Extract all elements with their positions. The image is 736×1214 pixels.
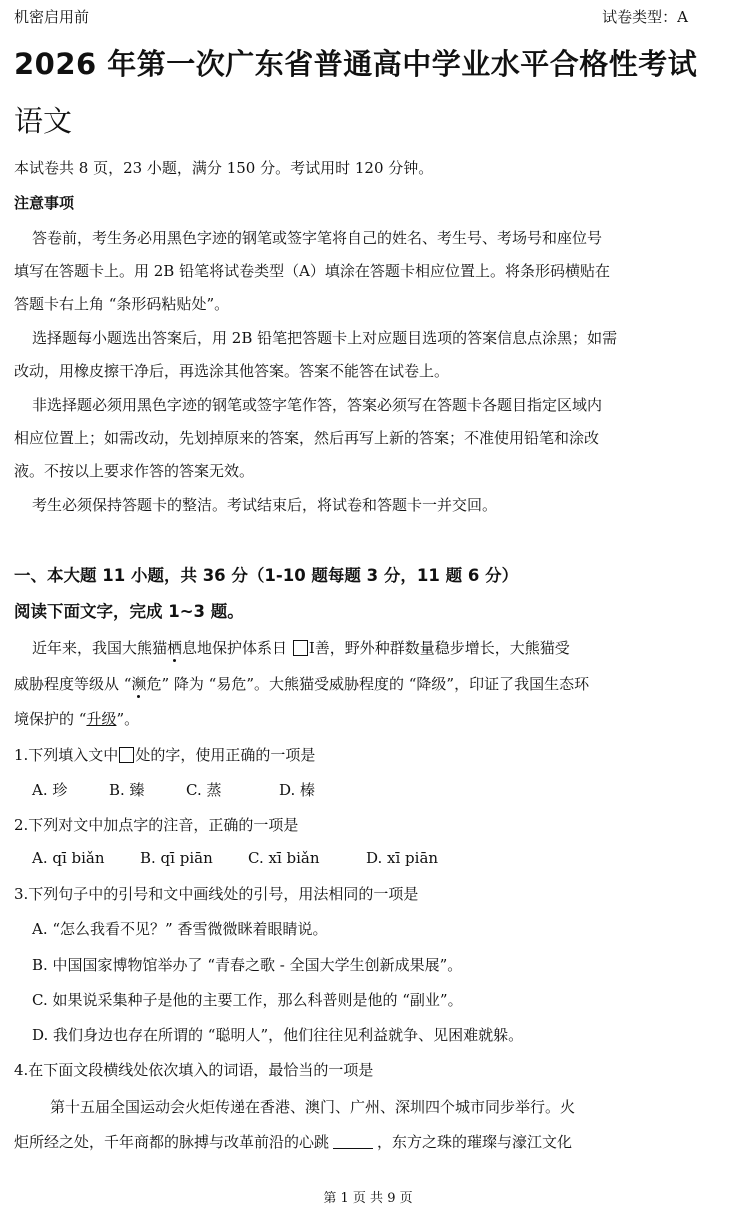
blank-box bbox=[119, 747, 134, 763]
question-3-option-a[interactable]: A. “怎么我看不见？” 香雪微微眯着眼睛说。 bbox=[32, 920, 328, 938]
question-4-stem: 4.在下面文段横线处依次填入的词语，最恰当的一项是 bbox=[14, 1061, 374, 1079]
dotted-char: 栖 bbox=[167, 639, 183, 657]
question-2-options bbox=[32, 849, 438, 867]
section-heading: 一、本大题 11 小题，共 36 分（1-10 题每题 3 分，11 题 6 分） bbox=[14, 566, 519, 585]
exam-title: 2026 年第一次广东省普通高中学业水平合格性考试 bbox=[14, 47, 698, 81]
option-b[interactable]: B. qī piān bbox=[140, 849, 213, 867]
passage-line: 境保护的 “升级”。 bbox=[14, 710, 140, 728]
notice-line: 答题卡右上角 “条形码粘贴处”。 bbox=[14, 295, 230, 313]
question-3-option-d[interactable]: D. 我们身边也存在所谓的 “聪明人”，他们往往见利益就争、见困难就躲。 bbox=[32, 1026, 524, 1044]
question-4-passage: 第十五届全国运动会火炬传递在香港、澳门、广州、深圳四个城市同步举行。火 bbox=[50, 1098, 576, 1116]
notice-heading: 注意事项 bbox=[14, 194, 75, 212]
question-3-option-b[interactable]: B. 中国国家博物馆举办了 “青春之歌 - 全国大学生创新成果展”。 bbox=[32, 956, 463, 974]
exam-meta: 本试卷共 8 页，23 小题，满分 150 分。考试用时 120 分钟。 bbox=[14, 159, 434, 177]
dotted-char: 濒 bbox=[131, 675, 147, 693]
notice-line: 改动，用橡皮擦干净后，再选涂其他答案。答案不能答在试卷上。 bbox=[14, 362, 450, 380]
subject-title: 语文 bbox=[14, 104, 73, 138]
option-c[interactable]: C. xī biǎn bbox=[248, 849, 320, 867]
confidential-label: 机密启用前 bbox=[14, 8, 90, 26]
option-d[interactable]: D. 榛 bbox=[279, 781, 316, 799]
notice-line: 液。不按以上要求作答的答案无效。 bbox=[14, 462, 255, 480]
option-d[interactable]: D. xī piān bbox=[366, 849, 439, 867]
option-b[interactable]: B. 臻 bbox=[109, 781, 145, 799]
notice-line: 选择题每小题选出答案后，用 2B 铅笔把答题卡上对应题目选项的答案信息点涂黑；如需 bbox=[32, 329, 618, 347]
notice-line: 相应位置上；如需改动，先划掉原来的答案，然后再写上新的答案；不准使用铅笔和涂改 bbox=[14, 429, 600, 447]
passage-line: 近年来，我国大熊猫栖息地保护体系日 Ⅰ善，野外种群数量稳步增长，大熊猫受 bbox=[32, 639, 570, 657]
passage-line: 威胁程度等级从 “濒危” 降为 “易危”。大熊猫受威胁程度的 “降级”，印证了我国生态环 bbox=[14, 675, 590, 693]
question-2-stem: 2.下列对文中加点字的注音，正确的一项是 bbox=[14, 816, 299, 834]
answer-blank bbox=[333, 1134, 373, 1149]
page-footer: 第 1 页 共 9 页 bbox=[323, 1191, 413, 1206]
notice-line: 非选择题必须用黑色字迹的钢笔或签字笔作答，答案必须写在答题卡各题目指定区域内 bbox=[32, 396, 603, 414]
paper-type-label: 试卷类型：A bbox=[602, 8, 688, 26]
question-3-stem: 3.下列句子中的引号和文中画线处的引号，用法相同的一项是 bbox=[14, 885, 419, 903]
option-a[interactable]: A. qī biǎn bbox=[32, 849, 105, 867]
underlined-word: 升级 bbox=[86, 710, 117, 728]
option-c[interactable]: C. 蒸 bbox=[186, 781, 222, 799]
reading-instruction: 阅读下面文字，完成 1~3 题。 bbox=[14, 602, 244, 621]
question-3-option-c[interactable]: C. 如果说采集种子是他的主要工作，那么科普则是他的 “副业”。 bbox=[32, 991, 463, 1009]
notice-line: 答卷前，考生务必用黑色字迹的钢笔或签字笔将自己的姓名、考生号、考场号和座位号 bbox=[32, 229, 603, 247]
question-1-options bbox=[32, 779, 315, 800]
notice-line: 填写在答题卡上。用 2B 铅笔将试卷类型（A）填涂在答题卡相应位置上。将条形码横贴在 bbox=[14, 262, 610, 280]
option-a[interactable]: A. 珍 bbox=[32, 781, 68, 799]
question-1-stem: 1.下列填入文中 处的字，使用正确的一项是 bbox=[14, 746, 316, 764]
question-4-passage: 炬所经之处，千年商都的脉搏与改革前沿的心跳 ，东方之珠的璀璨与濠江文化 bbox=[14, 1133, 573, 1151]
blank-box bbox=[293, 640, 308, 656]
notice-line: 考生必须保持答题卡的整洁。考试结束后，将试卷和答题卡一并交回。 bbox=[32, 496, 498, 514]
